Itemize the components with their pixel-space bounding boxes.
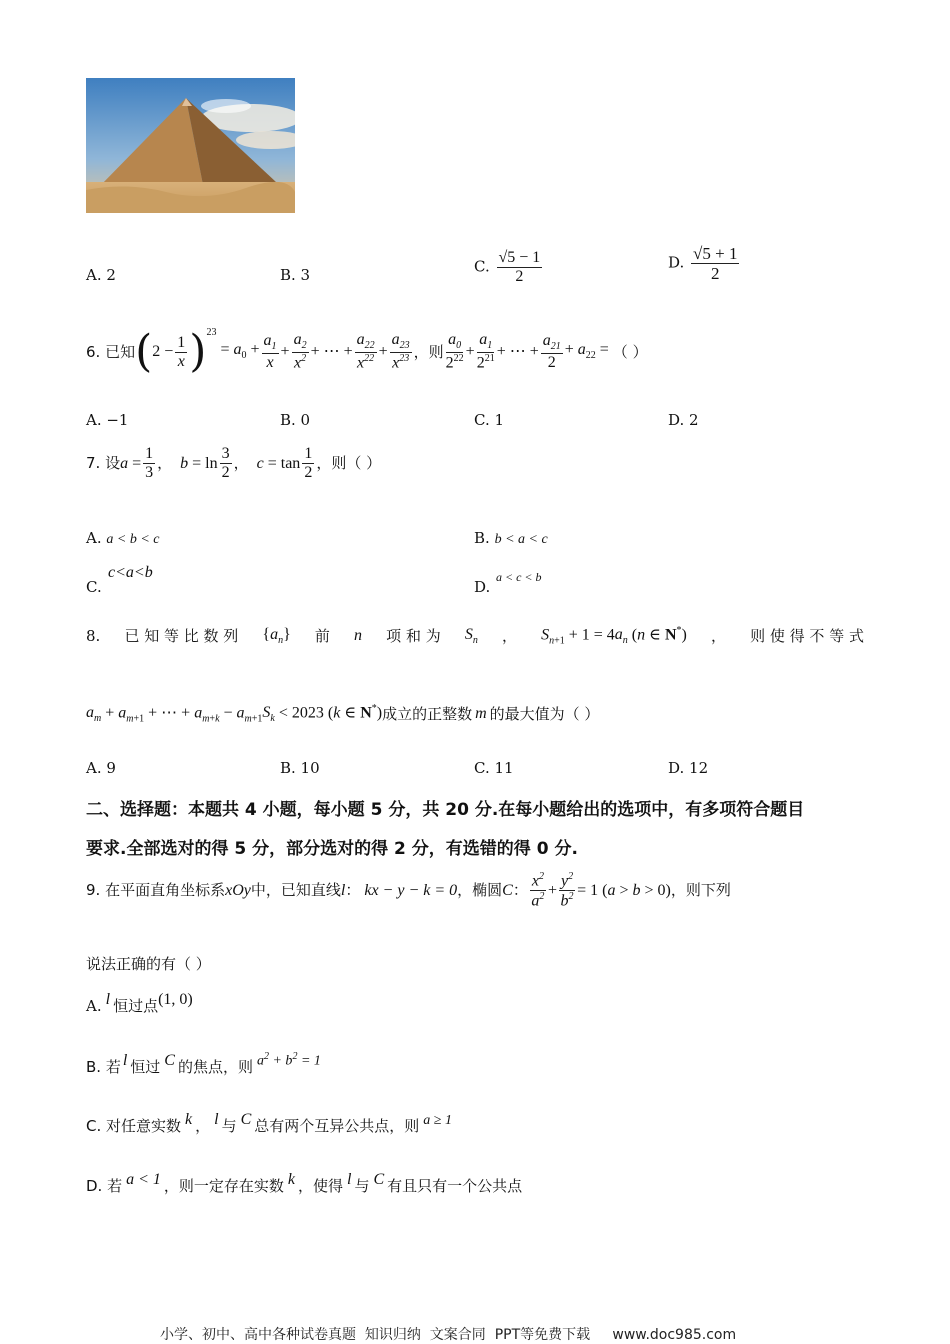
- q7-option-d: a < c < b: [496, 570, 542, 584]
- q5-option-b: B. 3: [280, 266, 311, 284]
- q8-option-a: A. 9: [86, 759, 116, 777]
- q8-option-b: B. 10: [280, 759, 320, 777]
- q8-option-d: D. 12: [668, 759, 709, 777]
- page-footer: 小学、初中、高中各种试卷真题 知识归纳 文案合同 PPT等免费下载 www.doc985.com: [160, 1327, 737, 1343]
- q5-option-a: A. 2: [86, 266, 116, 284]
- question-6: 6. 已知 ( 2 − $\frac{1}{x}$ ) 23 = $a_0$ + $\frac{a_1}{x}$ + $\frac{a_2}{x^2}$ + ⋯ + $\frac{a_{22}}{x^{22}}$ + $\frac{a_{23}}{x^{23}}$ ，则 $\frac{a_0}{2^{22}}$ + $\frac{a_1}{2^{21}}$ + ⋯ + $\frac{a_{21}}{2}$ + $a_{22}$ = （ ）: [86, 326, 648, 377]
- q8-option-c: C. 11: [474, 759, 514, 777]
- q5-option-c: C. $\frac{√5 - 1}{2}$: [474, 249, 541, 285]
- question-8-line-1: 8. 已 知 等 比 数 列 $\{a_n\}$ 前 n 项 和 为 $S_n$ ， $S_{n+1} + 1 = 4a_n$ (n ∈ N*) ， 则 使 得 不 等 式: [86, 625, 864, 647]
- section-2-line-1: 二、选择题：本题共 4 小题，每小题 5 分，共 20 分.在每小题给出的选项中，有多项符合题目: [86, 800, 805, 820]
- q9-option-b: B. 若 l 恒过 C 的焦点，则 $a^2 + b^2 = 1$: [86, 1051, 321, 1076]
- q5-option-d: D. $\frac{√5 + 1}{2}$: [668, 244, 738, 283]
- question-9-line-2: 说法正确的有（ ）: [86, 955, 211, 973]
- q7-option-d-label: D.: [474, 578, 491, 596]
- q7-option-c: c<a<b: [108, 564, 153, 581]
- q7-option-b: B. b < a < c: [474, 529, 548, 547]
- q6-option-a: A. −1: [86, 411, 129, 429]
- question-8-line-2: $a_m + a_{m+1}$ + ⋯ + $a_{m+k} - a_{m+1}S_k < 2023$ (k ∈ N*) 成立的正整数 m 的最大值为（ ）: [86, 703, 600, 725]
- question-9-line-1: 9. 在平面直角坐标系 xOy 中，已知直线 l ： kx − y − k = 0 ，椭圆 C ： $\frac{x^2}{a^2}$ + $\frac{y^2}{b^2}$ = 1 (a > b > 0) ，则下列: [86, 871, 731, 910]
- q6-option-b: B. 0: [280, 411, 311, 429]
- q6-option-d: D. 2: [668, 411, 699, 429]
- q7-option-c-label: C.: [86, 578, 102, 596]
- question-7: 7. 设 a = $\frac{1}{3}$ ， b = ln $\frac{3}{2}$ ， c = tan $\frac{1}{2}$ ，则（ ）: [86, 445, 382, 481]
- q6-option-c: C. 1: [474, 411, 505, 429]
- q9-option-d: D. 若 a < 1 ，则一定存在实数 k ，使得 l 与 C 有且只有一个公共点: [86, 1171, 523, 1195]
- q9-option-a: A. l 恒过点 (1, 0): [86, 991, 193, 1015]
- pyramid-image: [86, 78, 295, 213]
- q7-option-a: A. a < b < c: [86, 529, 160, 547]
- section-2-line-2: 要求.全部选对的得 5 分，部分选对的得 2 分，有选错的得 0 分.: [86, 839, 578, 859]
- q9-option-c: C. 对任意实数 k ， l 与 C 总有两个互异公共点，则 a ≥ 1: [86, 1111, 452, 1135]
